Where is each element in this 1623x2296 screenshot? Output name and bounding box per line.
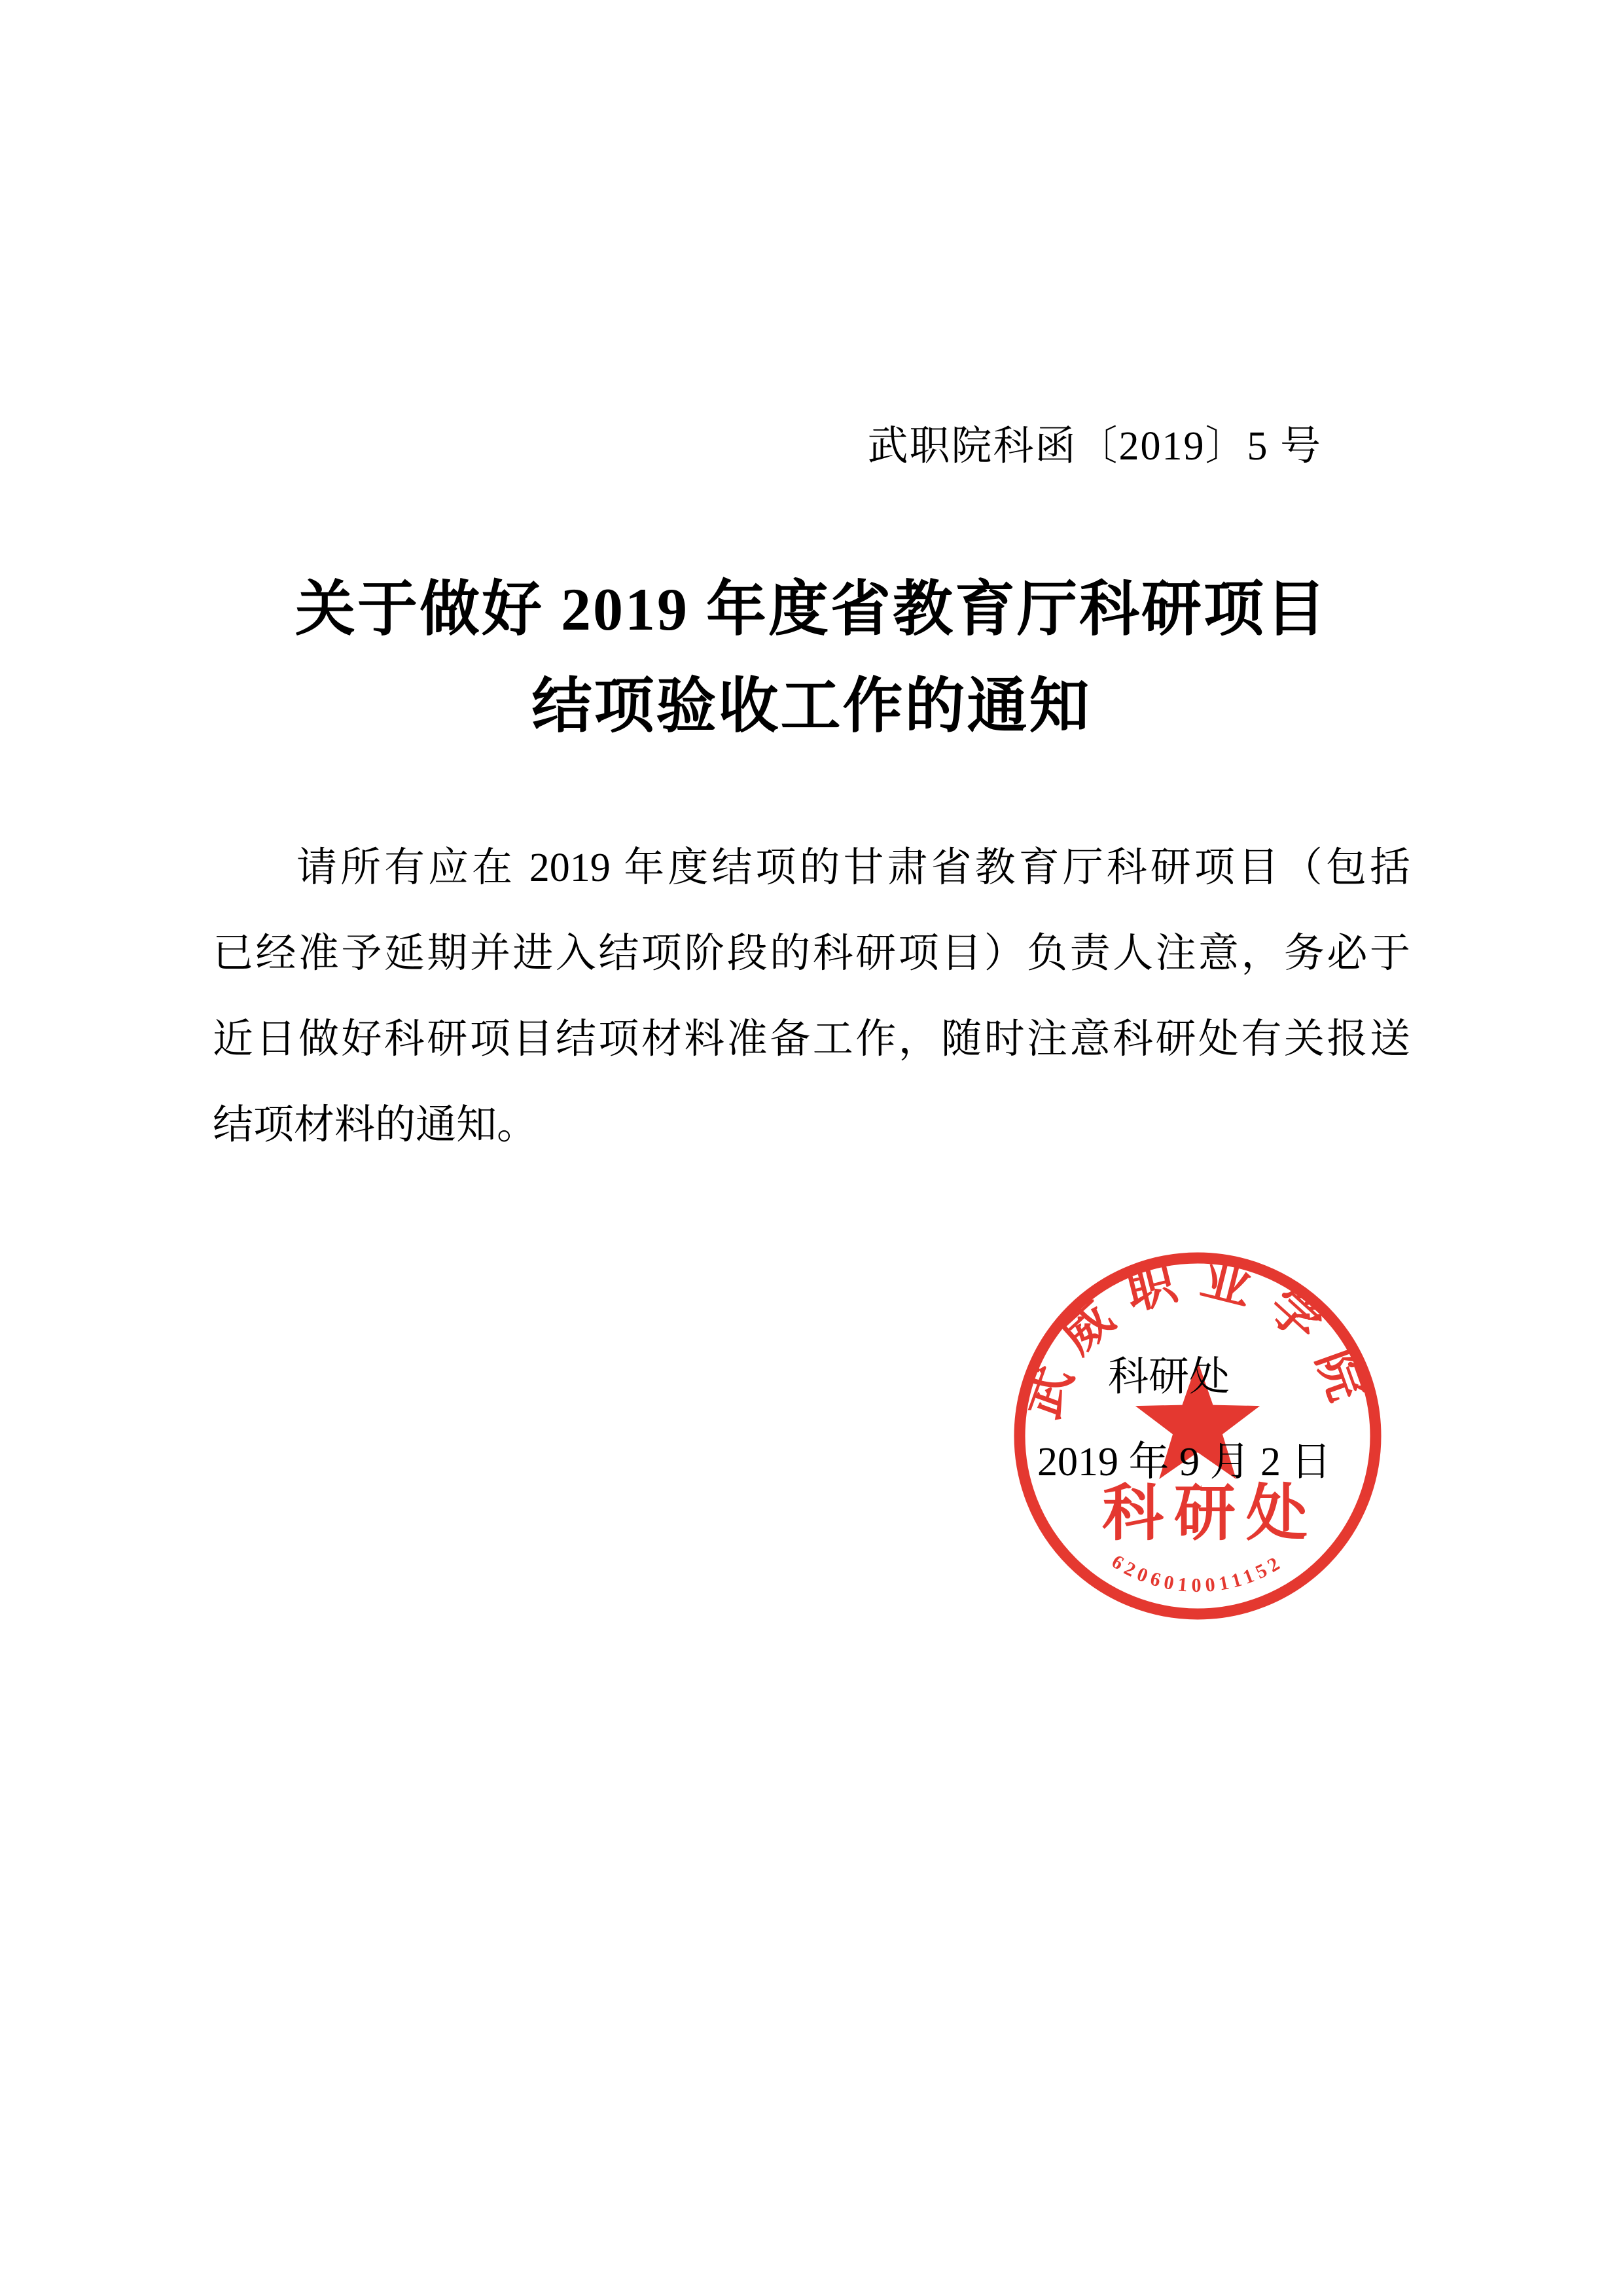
body-line: 近日做好科研项目结项材料准备工作，随时注意科研处有关报送 [213, 1017, 1410, 1062]
document-title-line2: 结项验收工作的通知 [531, 673, 1092, 740]
seal-serial-number: 6206010011152 [1108, 1551, 1287, 1597]
document-title-line1: 关于做好 2019 年度省教育厅科研项目 [294, 576, 1328, 643]
official-seal [999, 1240, 1396, 1636]
body-line: 结项材料的通知。 [213, 1103, 538, 1147]
body-line: 请所有应在 2019 年度结项的甘肃省教育厅科研项目（包括 [296, 846, 1410, 890]
document-number: 武职院科函〔2019〕5 号 [867, 424, 1322, 469]
document-title [0, 561, 1623, 755]
body-paragraph [213, 825, 1410, 1168]
signature-department: 科研处 [1108, 1355, 1230, 1399]
signature-date: 2019 年 9 月 2 日 [1037, 1440, 1332, 1484]
body-line: 已经准予延期并进入结项阶段的科研项目）负责人注意，务必于 [213, 931, 1410, 976]
seal-department-label: 科研处 [1101, 1480, 1319, 1548]
seal-ring-text: 武威职业学院 [1014, 1250, 1382, 1426]
